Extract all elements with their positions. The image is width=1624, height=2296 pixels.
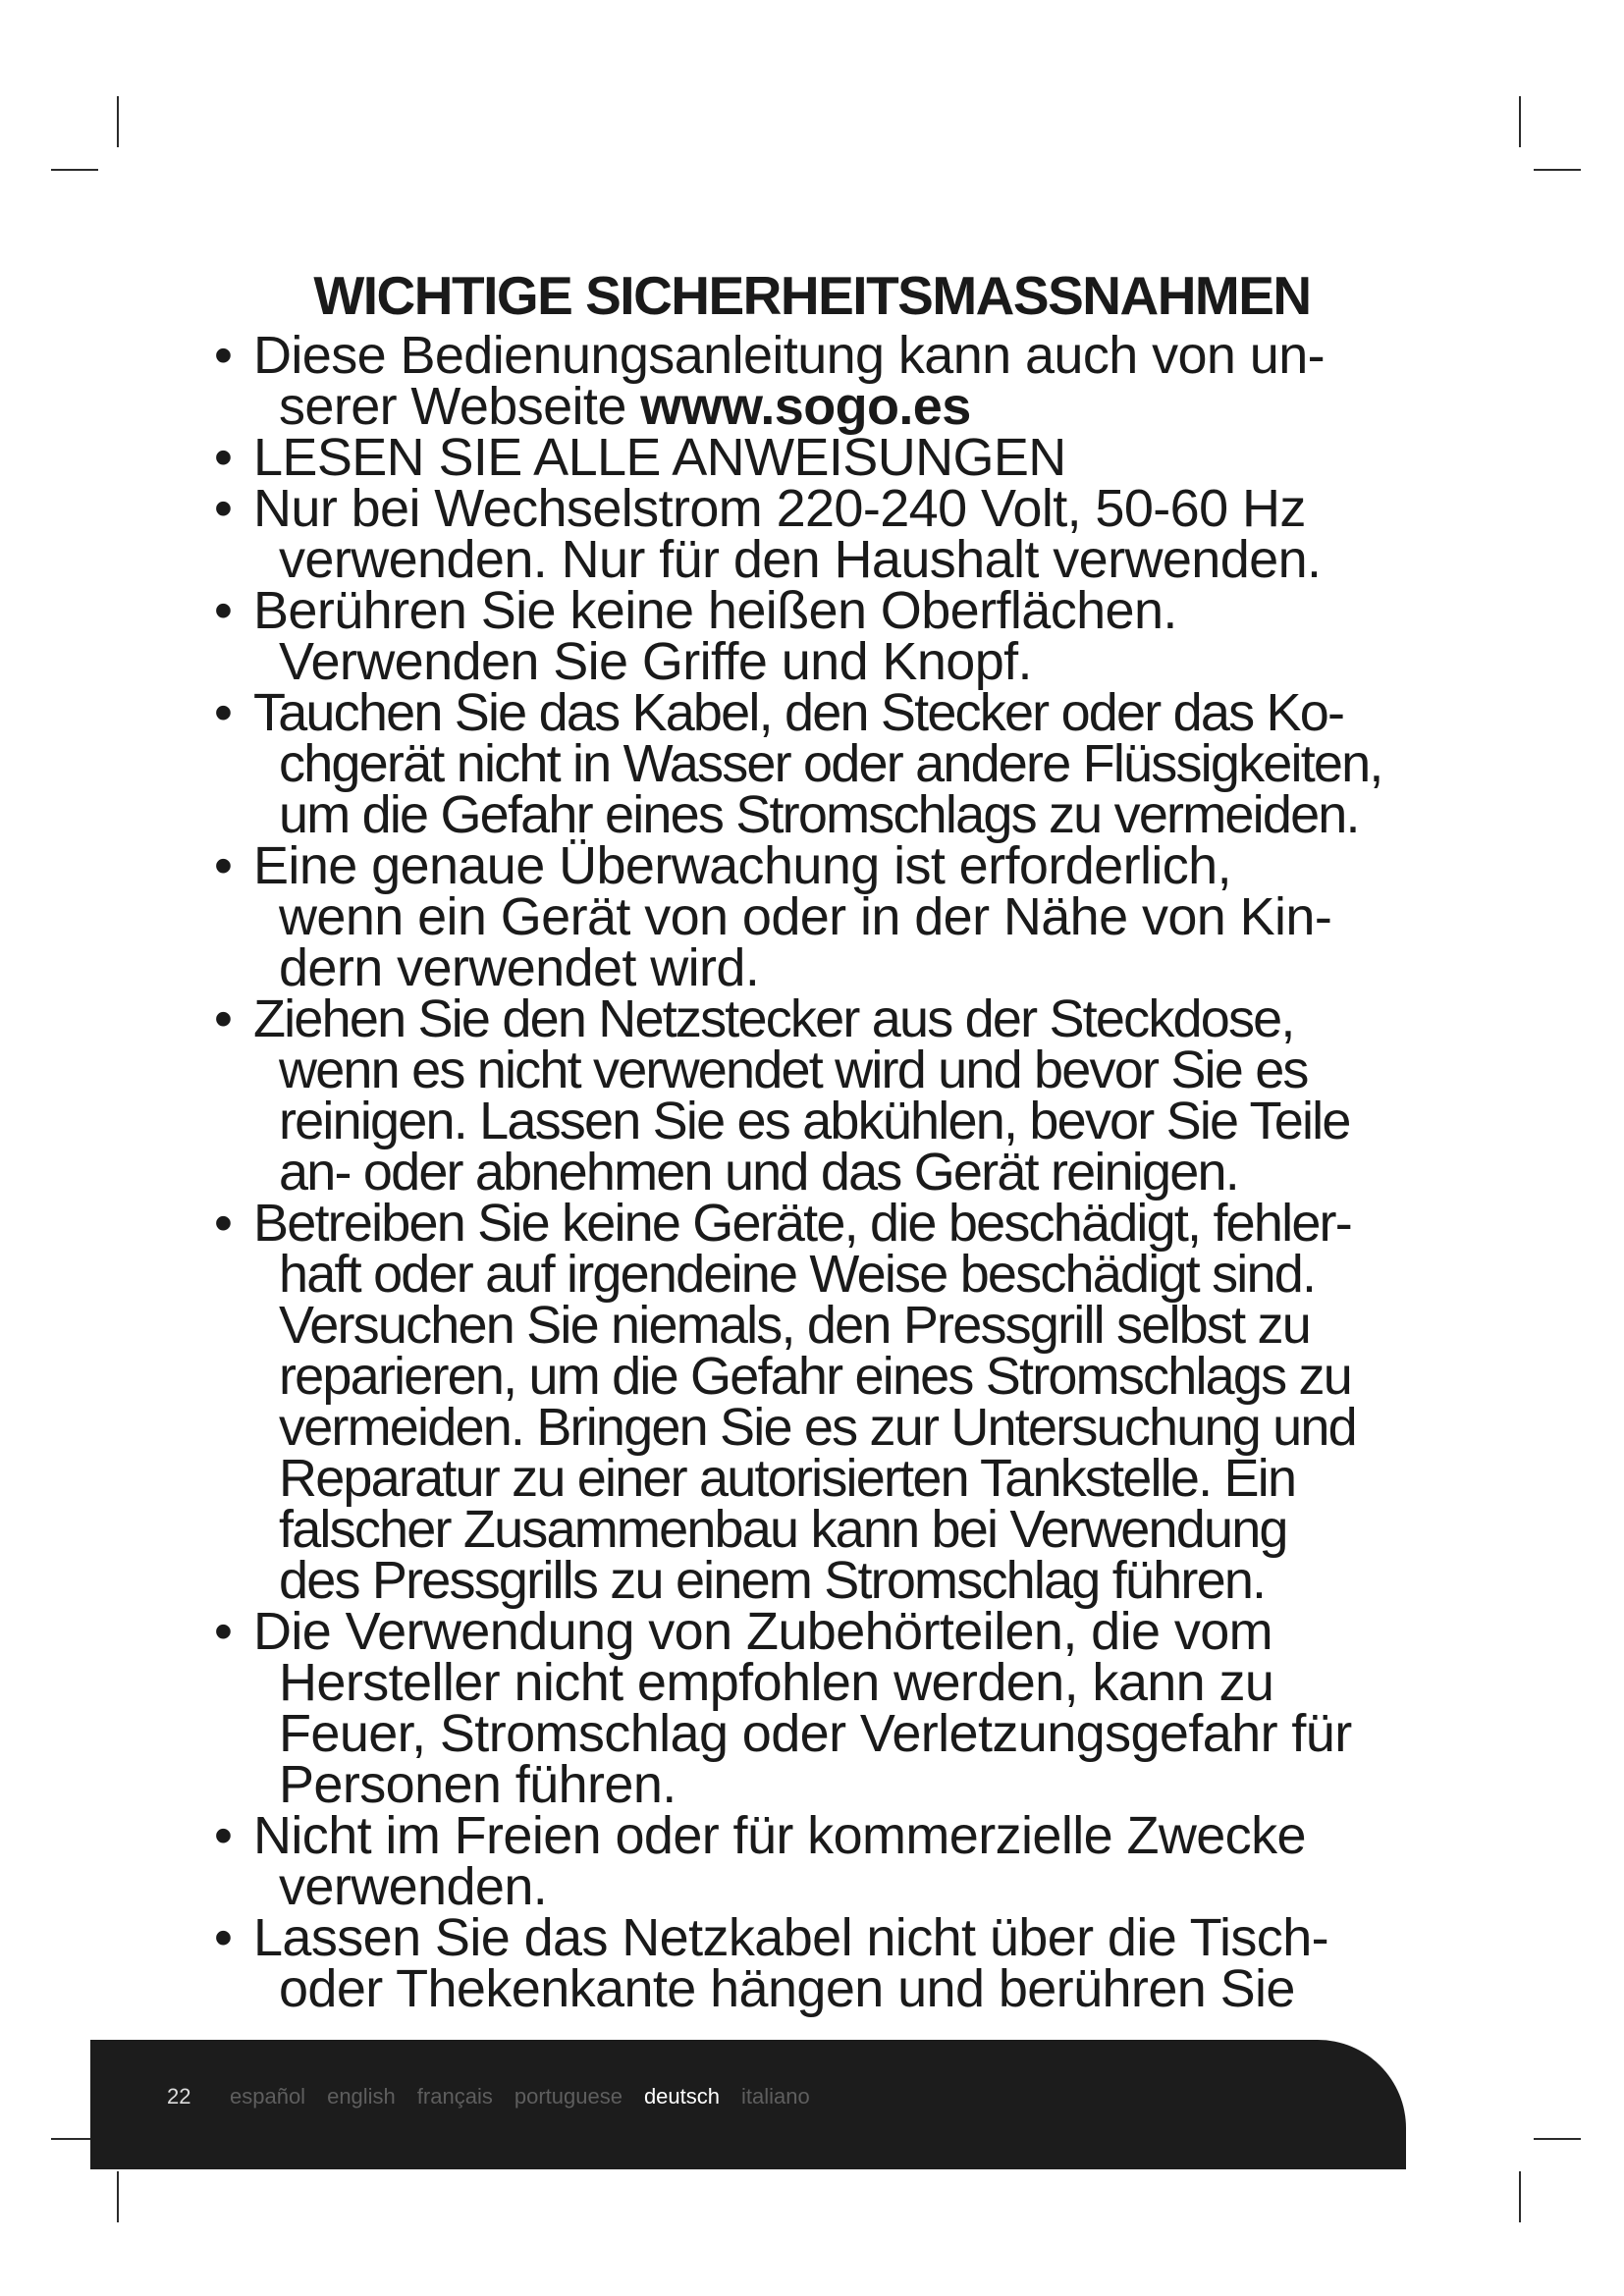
bullet-icon: • — [214, 683, 232, 742]
crop-mark — [1534, 2138, 1581, 2140]
list-item: • Lassen Sie das Netzkabel nicht über die Tisch- oder Thekenkante hängen und berühren Sie — [214, 1908, 1329, 2018]
bullet-icon: • — [214, 1602, 233, 1661]
crop-mark — [117, 2171, 119, 2222]
crop-mark — [117, 96, 119, 147]
page-title: WICHTIGE SICHERHEITSMASSNAHMEN — [313, 264, 1311, 326]
language-item-active[interactable]: deutsch — [643, 2084, 720, 2109]
language-item[interactable]: italiano — [741, 2084, 810, 2109]
bullet-icon: • — [214, 989, 232, 1048]
list-item: • LESEN SIE ALLE ANWEISUNGEN — [214, 428, 1066, 487]
list-item: • Diese Bedienungsanleitung kann auch von un- serer Webseite www.sogo.es — [214, 326, 1326, 436]
bullet-icon: • — [214, 1194, 232, 1253]
crop-mark — [1534, 169, 1581, 171]
bullet-icon: • — [214, 479, 233, 538]
crop-mark — [1519, 2171, 1521, 2222]
list-item: • Nur bei Wechselstrom 220-240 Volt, 50-60 Hz verwenden. Nur für den Haushalt verwenden. — [214, 479, 1322, 589]
crop-mark — [1519, 96, 1521, 147]
language-item[interactable]: english — [327, 2084, 396, 2109]
language-item[interactable]: portuguese — [514, 2084, 623, 2109]
bullet-icon: • — [214, 428, 233, 487]
language-list — [230, 2084, 810, 2109]
bullet-icon: • — [214, 836, 233, 895]
language-item[interactable]: español — [230, 2084, 306, 2109]
crop-mark — [51, 169, 98, 171]
footer-bar — [90, 2040, 1406, 2169]
list-item: • Eine genaue Überwachung ist erforderlich, wenn ein Gerät von oder in der Nähe von Kin- dern verwendet wird. — [214, 836, 1332, 997]
bullet-icon: • — [214, 581, 233, 640]
list-item: • Tauchen Sie das Kabel, den Stecker oder das Ko- chgerät nicht in Wasser oder andere Flüssigkeiten, um die Gefahr eines Stromschlags zu vermeiden. — [214, 683, 1382, 844]
bullet-icon: • — [214, 1908, 233, 1967]
list-item: • Betreiben Sie keine Geräte, die beschädigt, fehler- haft oder auf irgendeine Weise beschädigt sind. Versuchen Sie niemals, den Pressgrill selbst zu reparieren, um die Gefahr eines Stromschlags zu vermeiden. Bringen Sie es zur Untersuchung und Reparatur zu einer autorisierten Tankstelle. Ein falscher Zusammenbau kann bei Verwendung des Pressgrills zu einem Stromschlag führen. — [214, 1194, 1356, 1610]
list-item: • Nicht im Freien oder für kommerzielle Zwecke verwenden. — [214, 1806, 1306, 1916]
list-item: • Berühren Sie keine heißen Oberflächen. Verwenden Sie Griffe und Knopf. — [214, 581, 1177, 691]
safety-list — [214, 326, 1461, 2018]
page-number: 22 — [167, 2084, 191, 2109]
website-link[interactable]: www.sogo.es — [640, 377, 971, 436]
bullet-icon: • — [214, 326, 233, 385]
list-item: • Die Verwendung von Zubehörteilen, die vom Hersteller nicht empfohlen werden, kann zu Feuer, Stromschlag oder Verletzungsgefahr für Personen führen. — [214, 1602, 1352, 1814]
bullet-icon: • — [214, 1806, 233, 1865]
list-item: • Ziehen Sie den Netzstecker aus der Steckdose, wenn es nicht verwendet wird und bevor Sie es reinigen. Lassen Sie es abkühlen, bevor Sie Teile an- oder abnehmen und das Gerät reinigen. — [214, 989, 1350, 1201]
language-item[interactable]: français — [416, 2084, 493, 2109]
